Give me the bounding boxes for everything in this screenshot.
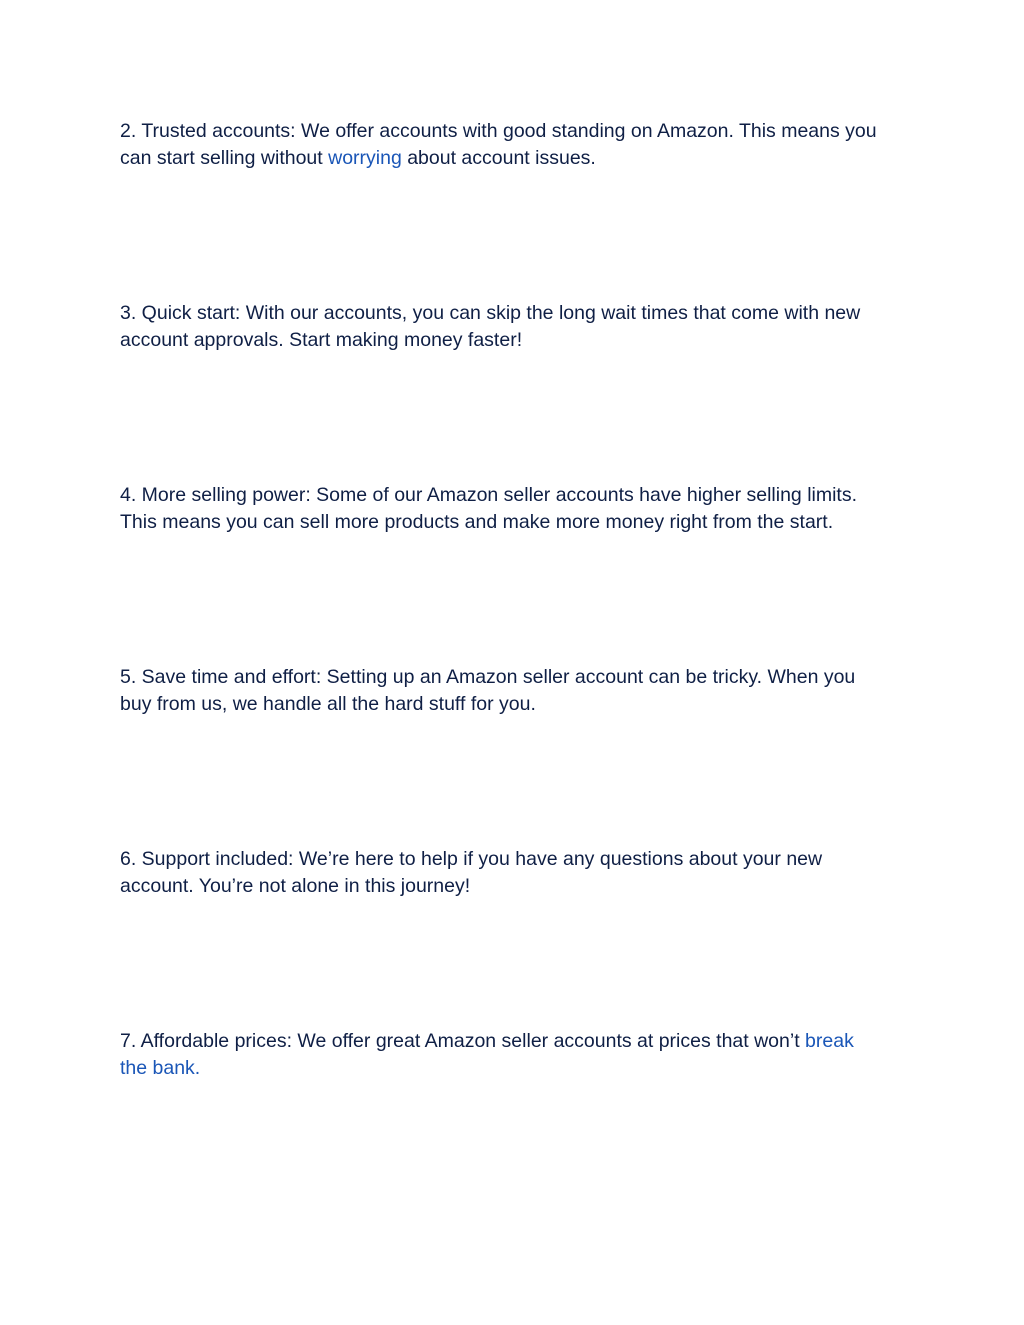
paragraph-support-included [120,846,920,900]
paragraph-line: 2. Trusted accounts: We offer accounts with good standing on Amazon. This means you [120,120,877,142]
paragraph-line: account. You’re not alone in this journey! [120,875,471,897]
text-segment: about account issues. [401,147,596,169]
paragraph-line: 3. Quick start: With our accounts, you can skip the long wait times that come with new [120,302,861,324]
paragraph-line: 4. More selling power: Some of our Amazon seller accounts have higher selling limits. [120,484,858,506]
paragraph-line: account approvals. Start making money faster! [120,329,523,351]
paragraph-line [120,1055,920,1082]
paragraph-more-selling-power [120,482,920,536]
paragraph-trusted-accounts [120,118,920,172]
paragraph-line: This means you can sell more products and make more money right from the start. [120,511,834,533]
paragraph-line: buy from us, we handle all the hard stuff for you. [120,693,536,715]
paragraph-affordable-prices [120,1028,920,1082]
paragraph-line: 5. Save time and effort: Setting up an Amazon seller account can be tricky. When you [120,666,856,688]
paragraph-save-time [120,664,920,718]
link-worrying[interactable]: worrying [328,147,402,169]
paragraph-line: 6. Support included: We’re here to help if you have any questions about your new [120,848,823,870]
paragraph-line [120,145,920,172]
paragraph-quick-start [120,300,920,354]
paragraph-line [120,1028,920,1055]
text-segment: can start selling without [120,147,329,169]
link-break-the-bank[interactable]: break [805,1030,854,1052]
link-break-the-bank-continued[interactable]: the bank. [120,1057,201,1079]
text-segment: 7. Affordable prices: We offer great Amazon seller accounts at prices that won’t [120,1030,806,1052]
